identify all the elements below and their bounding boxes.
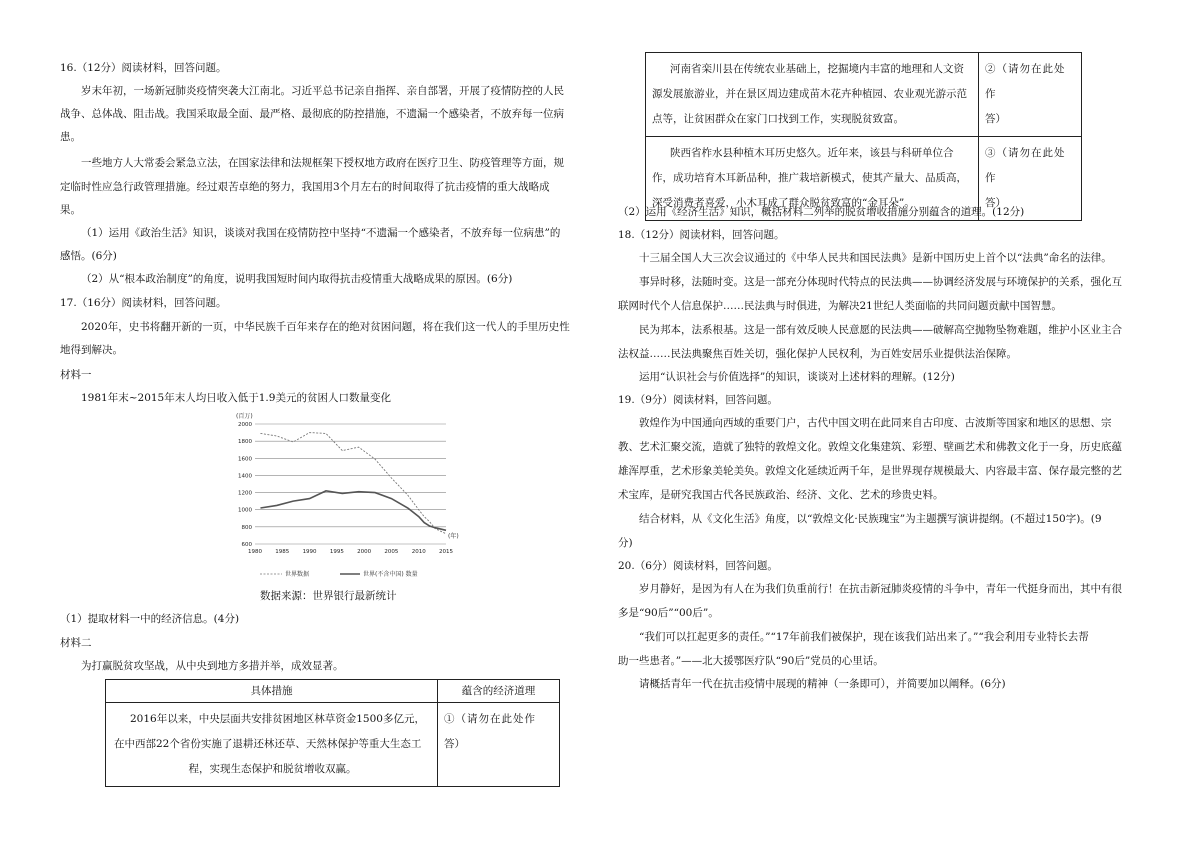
- q18-paragraph-2: 联网时代个人信息保护……民法典与时俱进，为解决21世纪人类面临的共同问题贡献中国智慧。: [618, 300, 1062, 312]
- chart-source: 数据来源：世界银行最新统计: [260, 590, 397, 602]
- chart-y-tick-label: 1600: [238, 456, 252, 463]
- q20-paragraph-1: 岁月静好，是因为有人在为我们负重前行！在抗击新冠肺炎疫情的斗争中，青年一代挺身而出，其中有很: [639, 583, 1122, 595]
- chart-y-tick-label: 1800: [238, 439, 252, 446]
- chart-y-tick-label: 800: [241, 524, 252, 531]
- chart-y-tick-label: 1000: [238, 507, 252, 514]
- q20-paragraph-1: 多是“90后”“00后”。: [618, 607, 719, 619]
- q17-paragraph: 地得到解决。: [60, 344, 123, 356]
- q18-paragraph-2: 事异时移，法随时变。这是一部充分体现时代特点的民法典——协调经济发展与环境保护的关系，强化互: [639, 276, 1122, 288]
- q20-paragraph-2: “我们可以扛起更多的责任。”“17年前我们被保护，现在该我们站出来了。”“我会利用专业特长去帮: [639, 631, 1089, 643]
- q16-paragraph-1: 患。: [60, 131, 81, 143]
- table-row: [646, 53, 1082, 137]
- material-1-label: 材料一: [60, 369, 92, 381]
- q18-paragraph-1: 十三届全国人大三次会议通过的《中华人民共和国民法典》是新中国历史上首个以“法典”命名的法律。: [639, 252, 1112, 264]
- q19-paragraph: 教、艺术汇聚交流，造就了独特的敦煌文化。敦煌文化集建筑、彩塑、壁画艺术和佛教文化于一身，历史底蕴: [618, 441, 1122, 453]
- chart-y-tick-label: 1400: [238, 473, 252, 480]
- q19-paragraph: 术宝库，是研究我国古代各民族政治、经济、文化、艺术的珍贵史料。: [618, 489, 944, 501]
- q18-heading: 18.（12分）阅读材料，回答问题。: [618, 229, 785, 241]
- q18-paragraph-3: 民为邦本，法系根基。这是一部有效反映人民意愿的民法典——破解高空抛物坠物难题，维护小区业主合: [639, 324, 1122, 336]
- q18-question: 运用“认识社会与价值选择”的知识，谈谈对上述材料的理解。(12分): [639, 371, 955, 383]
- table-cell-answer: ②（请勿在此处作 答）: [979, 53, 1082, 137]
- q17-heading: 17.（16分）阅读材料，回答问题。: [60, 297, 227, 309]
- chart-x-tick-label: 1995: [329, 549, 344, 555]
- q16-heading: 16.（12分）阅读材料，回答问题。: [60, 62, 227, 74]
- chart-x-tick-label: 2015: [439, 549, 453, 555]
- q19-heading: 19.（9分）阅读材料，回答问题。: [618, 394, 778, 406]
- q18-paragraph-3: 法权益……民法典聚焦百姓关切，强化保护人民权利，为百姓安居乐业提供法治保障。: [618, 348, 1017, 360]
- q16-paragraph-2: 定临时性应急行政管理措施。经过艰苦卓绝的努力，我国用3个月左右的时间取得了抗击疫情的重大战略成: [60, 181, 550, 193]
- table-header-principle: 蕴含的经济道理: [438, 680, 560, 703]
- table-cell-measure: 河南省栾川县在传统农业基础上，挖掘境内丰富的地理和人文资 源发展旅游业，并在景区周边建成苗木花卉种植园、农业观光游示范 点等，让贫困群众在家门口找到工作，实现脱贫致富。: [646, 53, 979, 137]
- table-cell-measure: 2016年以来，中央层面共安排贫困地区林草资金1500多亿元， 在中西部22个省份实施了退耕还林还草、天然林保护等重大生态工 程，实现生态保护和脱贫增收双赢。: [106, 703, 438, 787]
- q20-heading: 20.（6分）阅读材料，回答问题。: [618, 560, 778, 572]
- table-cell-measure: 陕西省柞水县种植木耳历史悠久。近年来，该县与科研单位合 作，成功培育木耳新品种，推广栽培新模式，使其产量大、品质高， 深受消费者喜爱，小木耳成了群众脱贫致富的“金耳朵”。: [646, 137, 979, 221]
- measures-table-continued: [645, 52, 1082, 221]
- material-2-label: 材料二: [60, 637, 92, 649]
- q17-subquestion-1: （1）提取材料一中的经济信息。(4分): [60, 613, 240, 625]
- poverty-line-chart: [210, 410, 470, 580]
- q20-question: 请概括青年一代在抗击疫情中展现的精神（一条即可），并简要加以阐释。(6分): [639, 678, 1006, 690]
- q16-paragraph-2: 果。: [60, 204, 81, 216]
- q16-paragraph-1: 岁末年初，一场新冠肺炎疫情突袭大江南北。习近平总书记亲自指挥、亲自部署，开展了疫情防控的人民: [81, 85, 564, 97]
- table-cell-answer: ③（请勿在此处作 答）: [979, 137, 1082, 221]
- table-row: [106, 703, 560, 787]
- chart-x-tick-label: 2005: [384, 549, 399, 555]
- q16-subquestion-2: （2）从“根本政治制度”的角度，说明我国短时间内取得抗击疫情重大战略成果的原因。(6分): [81, 273, 513, 285]
- q16-subquestion-1: 感悟。(6分): [60, 250, 117, 262]
- q16-subquestion-1: （1）运用《政治生活》知识，谈谈对我国在疫情防控中坚持“不遗漏一个感染者，不放弃每一位病患”的: [81, 227, 561, 239]
- material-2-intro: 为打赢脱贫攻坚战，从中央到地方多措并举，成效显著。: [81, 660, 344, 672]
- q16-paragraph-2: 一些地方人大常委会紧急立法，在国家法律和法规框架下授权地方政府在医疗卫生、防疫管理等方面，规: [81, 157, 564, 169]
- q20-paragraph-2: 助一些患者。”——北大援鄂医疗队“90后”党员的心里话。: [618, 655, 884, 667]
- chart-x-tick-label: 1980: [248, 549, 262, 555]
- chart-y-unit: (百万): [236, 413, 253, 420]
- chart-x-tick-label: 2010: [411, 549, 426, 555]
- series-line-world: [260, 433, 446, 534]
- chart-y-tick-label: 600: [241, 542, 252, 548]
- q19-paragraph: 敦煌作为中国通向西域的重要门户，古代中国文明在此同来自古印度、古波斯等国家和地区的思想、宗: [639, 417, 1112, 429]
- q17-subquestion-2: （2）运用《经济生活》知识，概括材料二列举的脱贫增收措施分别蕴含的道理。(12分): [618, 206, 1025, 218]
- q19-paragraph: 雄浑厚重，艺术形象美轮美奂。敦煌文化延续近两千年，是世界现存规模最大、内容最丰富、保存最完整的艺: [618, 465, 1122, 477]
- legend-world: 世界数据: [285, 571, 310, 578]
- q19-question: 结合材料，从《文化生活》角度，以“敦煌文化·民族瑰宝”为主题撰写演讲提纲。(不超过150字)。(9: [639, 513, 1102, 525]
- q19-question: 分): [618, 537, 633, 549]
- q17-paragraph: 2020年，史书将翻开新的一页，中华民族千百年来存在的绝对贫困问题，将在我们这一代人的手里历史性: [81, 321, 570, 333]
- table-header-measures: 具体措施: [106, 680, 438, 703]
- chart-x-tick-label: 1990: [302, 549, 317, 555]
- chart-x-tick-label: 1985: [275, 549, 290, 555]
- series-line-world-excl-china: [260, 491, 446, 530]
- legend-world-excl-china: 世界(不含中国) 数量: [363, 571, 418, 578]
- chart-x-tick-label: 2000: [357, 549, 372, 555]
- q16-paragraph-1: 战争、总体战、阻击战。我国采取最全面、最严格、最彻底的防控措施，不遗漏一个感染者，不放弃每一位病: [60, 108, 564, 120]
- chart-y-tick-label: 2000: [238, 422, 252, 428]
- chart-caption: 1981年末~2015年末人均日收入低于1.9美元的贫困人口数量变化: [81, 392, 391, 404]
- chart-y-tick-label: 1200: [238, 490, 252, 497]
- chart-x-unit: (年): [448, 533, 459, 540]
- measures-table: [105, 679, 560, 787]
- table-cell-answer: ①（请勿在此处作 答）: [438, 703, 560, 787]
